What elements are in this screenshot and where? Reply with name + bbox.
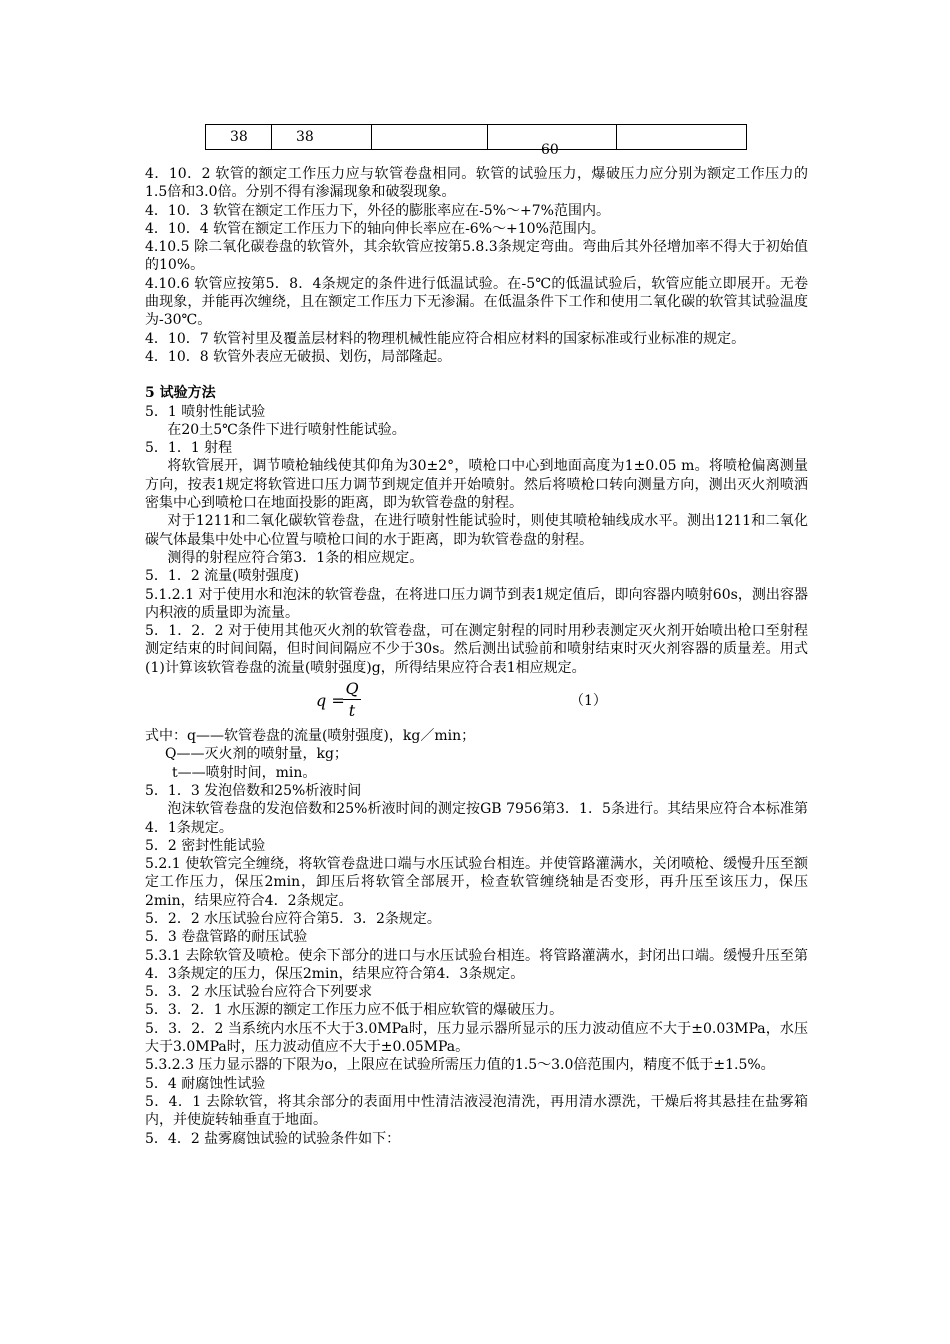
clause-5-3-2-1: 5．3．2．1 水压源的额定工作压力应不低于相应软管的爆破压力。 [145,1002,564,1019]
paragraph: 将软管展开，调节喷枪轴线使其仰角为30±2°，喷枪口中心到地面高度为1±0.05 m。将喷枪偏离测量方向，按表1规定将软管进口压力调节到规定值并开始喷射。然后将喷枪口转向测量方向，测出灭火剂喷洒密集中心到喷枪口在地面投影的距离，即为软管卷盘的射程。 [145,458,808,512]
formula-lhs: q = [316,691,345,711]
clause-5-3-2: 5．3．2 水压试验台应符合下列要求 [145,984,373,1001]
formula-fraction [343,679,361,722]
clause-5-1-2-heading: 5．1．2 流量(喷射强度) [145,568,300,585]
formula-numerator: Q [345,679,359,699]
clause-5-1-2-2: 5．1．2．2 对于使用其他灭火剂的软管卷盘，可在测定射程的同时用秒表测定灭火剂开始喷出枪口至射程测定结束的时间间隔，但时间间隔应不少于30s。然后测出试验前和喷射结束时灭火剂容器的质量差。用式(1)计算该软管卷盘的流量(喷射强度)g，所得结果应符合表1相应规定。 [145,623,808,676]
clause-4-10-8: 4．10．8 软管外表应无破损、划伤，局部隆起。 [145,348,452,365]
paragraph: 对于1211和二氧化碳软管卷盘，在进行喷射性能试验时，则使其喷枪轴线成水平。测出1211和二氧化碳气体最集中处中心位置与喷枪口间的水于距离，即为软管卷盘的射程。 [145,513,808,548]
formula-legend: t——喷射时间，min。 [172,764,317,781]
clause-4-10-5: 4.10.5 除二氧化碳卷盘的软管外，其余软管应按第5.8.3条规定弯曲。弯曲后其外径增加率不得大于初始值的10%。 [145,239,808,274]
table-overflow-value: 60 [541,142,559,158]
paragraph: 泡沫软管卷盘的发泡倍数和25%析液时间的测定按GB 7956第3．1．5条进行。其结果应符合本标准第4．1条规定。 [145,801,808,836]
table-cell [372,125,488,150]
table-row [206,125,747,150]
clause-5-4-2: 5．4．2 盐雾腐蚀试验的试验条件如下： [145,1130,401,1147]
clause-5-1-2-1: 5.1.2.1 对于使用水和泡沫的软管卷盘，在将进口压力调节到表1规定值后，即向容器内喷射60s，测出容器内积液的质量即为流量。 [145,586,808,621]
clause-5-1-1-heading: 5．1．1 射程 [145,440,233,457]
clause-5-4-heading: 5．4 耐腐蚀性试验 [145,1075,266,1092]
clause-5-3-1: 5.3.1 去除软管及喷枪。使余下部分的进口与水压试验台相连。将管路灌满水，封闭出口端。缓慢升压至第4．3条规定的压力，保压2min，结果应符合第4．3条规定。 [145,947,808,982]
clause-4-10-4: 4．10．4 软管在额定工作压力下的轴向伸长率应在-6%～+10%范围内。 [145,220,605,237]
clause-5-3-2-2: 5．3．2．2 当系统内水压不大于3.0MPa时，压力显示器所显示的压力波动值应不大于±0.03MPa，水压大于3.0MPa时，压力波动值应不大于±0.05MPa。 [145,1020,808,1056]
section-5-heading: 5 试验方法 [145,385,216,402]
clause-5-2-1: 5.2.1 使软管完全缠绕，将软管卷盘进口端与水压试验台相连。并使管路灌满水，关闭喷枪、缓慢升压至额定工作压力，保压2min，卸压后将软管全部展开，检查软管缠绕轴是否变形，再升压至该压力，保压2min，结果应符合4．2条规定。 [145,856,808,909]
clause-5-2-2: 5．2．2 水压试验台应符合第5．3．2条规定。 [145,910,441,927]
clause-4-10-6: 4.10.6 软管应按第5．8．4条规定的条件进行低温试验。在-5℃的低温试验后，软管应能立即展开。无卷曲现象，并能再次缠绕，且在额定工作压力下无渗漏。在低温条件下工作和使用二氧化碳的软管其试验温度为-30℃。 [145,275,808,329]
clause-5-1-heading: 5．1 喷射性能试验 [145,403,266,420]
clause-4-10-7: 4．10．7 软管衬里及覆盖层材料的物理机械性能应符合相应材料的国家标准或行业标准的规定。 [145,330,746,347]
formula-legend: Q——灭火剂的喷射量，kg； [165,746,348,763]
document-body [145,165,808,1148]
clause-5-3-heading: 5．3 卷盘管路的耐压试验 [145,929,308,946]
formula-denominator: t [348,701,356,721]
clause-4-10-2: 4．10．2 软管的额定工作压力应与软管卷盘相同。软管的试验压力，爆破压力应分别为额定工作压力的1.5倍和3.0倍。分别不得有渗漏现象和破裂现象。 [145,166,808,201]
clause-5-2-heading: 5．2 密封性能试验 [145,837,266,854]
flow-rate-formula [145,679,808,725]
paragraph: 在20土5℃条件下进行喷射性能试验。 [167,421,406,438]
clause-4-10-3: 4．10．3 软管在额定工作压力下，外径的膨胀率应在-5%～+7%范围内。 [145,202,610,219]
formula-legend: 式中：q——软管卷盘的流量(喷射强度)，kg／min； [145,728,476,745]
paragraph: 测得的射程应符合第3．1条的相应规定。 [167,549,424,566]
table-cell [617,125,747,150]
table-cell: 38 [206,125,272,150]
clause-5-3-2-3: 5.3.2.3 压力显示器的下限为o，上限应在试验所需压力值的1.5～3.0倍范围内，精度不低于±1.5%。 [145,1057,775,1074]
equation-number: （1） [570,693,607,710]
clause-5-4-1: 5．4．1 去除软管，将其余部分的表面用中性清洁液浸泡清洗，再用清水漂洗，干燥后将其悬挂在盐雾箱内，并使旋转轴垂直于地面。 [145,1093,808,1129]
table-cell: 38 [272,125,372,150]
pressure-table-fragment [205,124,747,150]
clause-5-1-3-heading: 5．1．3 发泡倍数和25%析液时间 [145,782,362,799]
